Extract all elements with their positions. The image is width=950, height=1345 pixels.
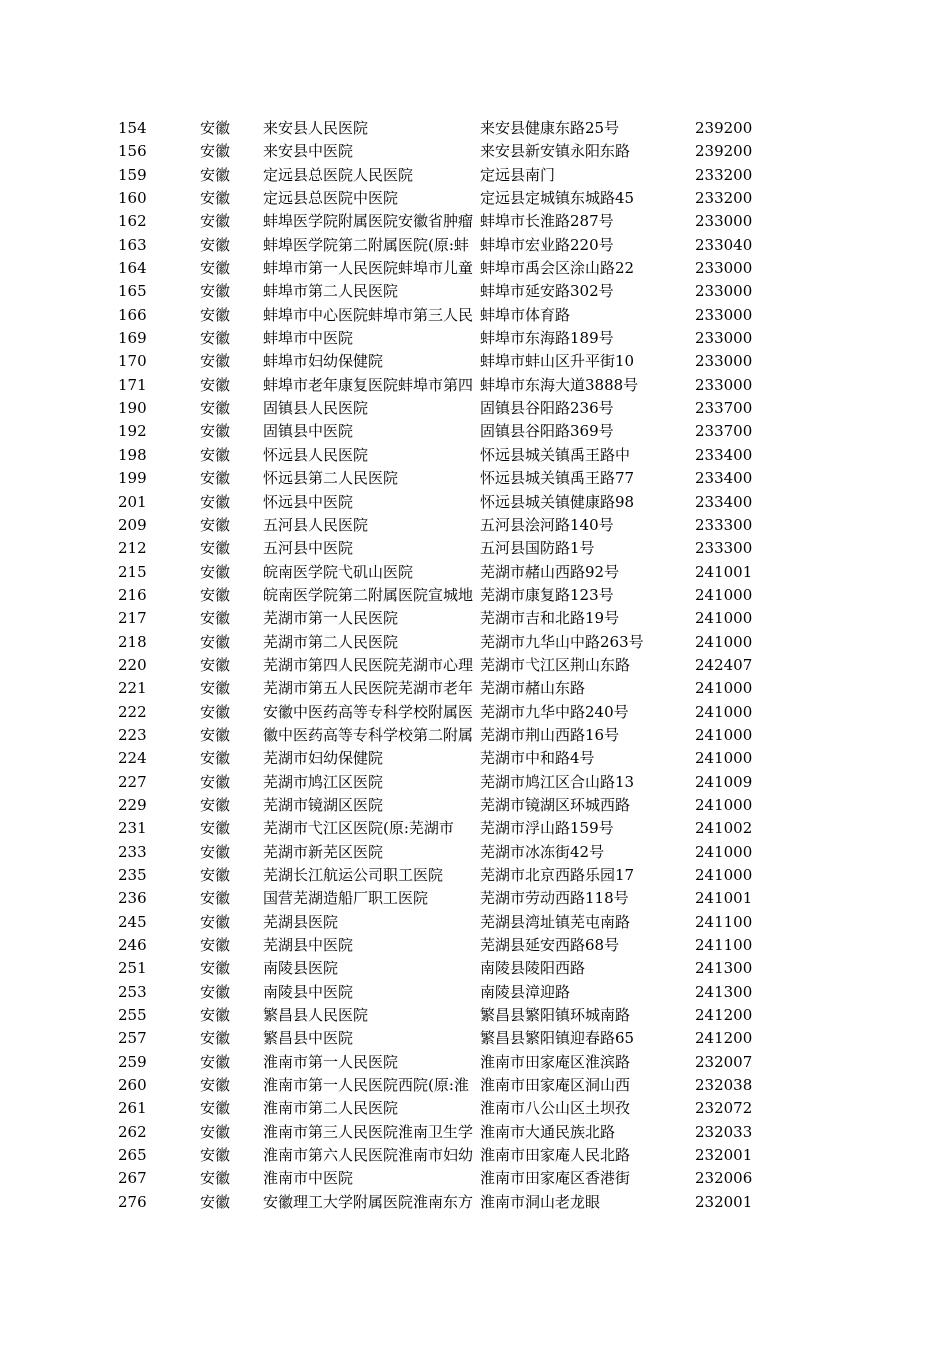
cell-id: 231 (118, 819, 147, 838)
cell-id: 162 (118, 212, 147, 231)
cell-address: 芜湖市吉和北路19号 (480, 609, 620, 628)
table-row (0, 817, 950, 840)
cell-address: 芜湖市康复路123号 (480, 585, 614, 604)
cell-address: 芜湖县延安西路68号 (480, 936, 620, 955)
cell-postal-code: 233000 (695, 352, 753, 371)
cell-province: 安徽 (200, 422, 231, 441)
cell-province: 安徽 (200, 352, 231, 371)
cell-address: 南陵县陵阳西路 (480, 959, 586, 978)
cell-province: 安徽 (200, 866, 231, 884)
cell-hospital-name: 淮南市第一人民医院西院(原:淮 (263, 1076, 469, 1095)
cell-hospital-name: 来安县中医院 (263, 142, 354, 161)
cell-address: 定远县南门 (480, 165, 556, 184)
cell-hospital-name: 安徽理工大学附属医院淮南东方 (263, 1192, 474, 1211)
cell-hospital-name: 怀远县第二人民医院 (263, 469, 399, 488)
cell-postal-code: 233700 (695, 422, 753, 441)
cell-postal-code: 233000 (695, 375, 753, 394)
cell-province: 安徽 (200, 842, 231, 861)
table-row (0, 887, 950, 910)
cell-postal-code: 241200 (695, 1029, 753, 1048)
cell-hospital-name: 怀远县中医院 (263, 492, 354, 511)
cell-province: 安徽 (200, 375, 231, 394)
cell-postal-code: 233000 (695, 212, 753, 231)
cell-id: 212 (118, 539, 147, 558)
cell-address: 淮南市洞山老龙眼 (480, 1192, 601, 1211)
cell-id: 236 (118, 889, 147, 908)
cell-postal-code: 233000 (695, 282, 753, 301)
cell-province: 安徽 (200, 795, 231, 814)
cell-province: 安徽 (200, 912, 231, 931)
cell-address: 芜湖市中和路4号 (480, 749, 595, 768)
table-row (0, 794, 950, 817)
table-row (0, 724, 950, 747)
table-row (0, 210, 950, 233)
cell-postal-code: 241002 (695, 819, 753, 838)
cell-id: 217 (118, 609, 147, 628)
table-row (0, 537, 950, 560)
table-row (0, 654, 950, 677)
cell-address: 淮南市田家庵区淮滨路 (480, 1052, 631, 1071)
cell-postal-code: 241300 (695, 959, 753, 978)
cell-address: 五河县国防路1号 (480, 539, 595, 558)
cell-id: 154 (118, 119, 147, 137)
table-row (0, 374, 950, 397)
cell-address: 蚌埠市蚌山区升平街10 (480, 352, 635, 371)
table-row (0, 934, 950, 957)
cell-province: 安徽 (200, 679, 231, 698)
cell-hospital-name: 淮南市第六人民医院淮南市妇幼 (263, 1146, 474, 1165)
cell-province: 安徽 (200, 1099, 231, 1118)
table-row (0, 234, 950, 257)
cell-hospital-name: 芜湖市妇幼保健院 (263, 749, 384, 768)
cell-id: 166 (118, 305, 147, 324)
cell-province: 安徽 (200, 655, 231, 674)
cell-province: 安徽 (200, 1076, 231, 1095)
cell-id: 190 (118, 399, 147, 418)
cell-postal-code: 233040 (695, 235, 753, 254)
cell-postal-code: 241100 (695, 912, 753, 931)
cell-hospital-name: 淮南市第二人民医院 (263, 1099, 399, 1118)
table-row (0, 257, 950, 280)
cell-province: 安徽 (200, 562, 231, 581)
cell-hospital-name: 蚌埠市中医院 (263, 329, 354, 348)
cell-province: 安徽 (200, 189, 231, 208)
cell-hospital-name: 淮南市第一人民医院 (263, 1052, 399, 1071)
cell-address: 固镇县谷阳路236号 (480, 399, 614, 418)
cell-address: 淮南市田家庵人民北路 (480, 1146, 631, 1165)
cell-postal-code: 232001 (695, 1146, 753, 1165)
table-row (0, 1144, 950, 1167)
cell-postal-code: 232038 (695, 1076, 753, 1095)
cell-postal-code: 241000 (695, 749, 753, 768)
cell-id: 163 (118, 235, 147, 254)
cell-province: 安徽 (200, 725, 231, 744)
cell-postal-code: 233300 (695, 539, 753, 558)
cell-address: 定远县定城镇东城路45 (480, 189, 635, 208)
table-row (0, 397, 950, 420)
cell-province: 安徽 (200, 515, 231, 534)
cell-address: 芜湖市荆山西路16号 (480, 725, 620, 744)
cell-address: 芜湖市劳动西路118号 (480, 889, 629, 908)
cell-province: 安徽 (200, 492, 231, 511)
cell-hospital-name: 繁昌县人民医院 (263, 1006, 369, 1025)
cell-id: 255 (118, 1006, 147, 1025)
cell-province: 安徽 (200, 632, 231, 651)
cell-hospital-name: 固镇县人民医院 (263, 399, 369, 418)
table-row (0, 117, 950, 140)
cell-address: 淮南市八公山区土坝孜 (480, 1099, 631, 1118)
cell-postal-code: 242407 (695, 655, 753, 674)
cell-id: 170 (118, 352, 147, 371)
cell-id: 215 (118, 562, 147, 581)
cell-address: 来安县新安镇永阳东路 (480, 142, 631, 161)
cell-postal-code: 241009 (695, 772, 753, 791)
table-row (0, 304, 950, 327)
cell-province: 安徽 (200, 819, 231, 838)
table-row (0, 420, 950, 443)
cell-hospital-name: 皖南医学院弋矶山医院 (263, 562, 414, 581)
cell-province: 安徽 (200, 1006, 231, 1025)
cell-address: 南陵县漳迎路 (480, 982, 571, 1001)
cell-province: 安徽 (200, 982, 231, 1001)
cell-postal-code: 241000 (695, 725, 753, 744)
table-row (0, 631, 950, 654)
cell-hospital-name: 蚌埠医学院附属医院安徽省肿瘤 (263, 212, 474, 231)
cell-postal-code: 241000 (695, 795, 753, 814)
cell-address: 芜湖市冰冻街42号 (480, 842, 605, 861)
cell-province: 安徽 (200, 749, 231, 768)
table-row (0, 584, 950, 607)
table-row (0, 1004, 950, 1027)
table-row (0, 747, 950, 770)
cell-postal-code: 241200 (695, 1006, 753, 1025)
cell-id: 245 (118, 912, 147, 931)
cell-hospital-name: 蚌埠市中心医院蚌埠市第三人民 (263, 305, 474, 324)
cell-province: 安徽 (200, 889, 231, 908)
cell-province: 安徽 (200, 469, 231, 488)
table-row (0, 841, 950, 864)
spreadsheet-table (0, 117, 950, 1214)
cell-hospital-name: 芜湖市第五人民医院芜湖市老年 (263, 679, 474, 698)
cell-address: 蚌埠市禹会区涂山路22 (480, 259, 635, 278)
cell-postal-code: 233300 (695, 515, 753, 534)
cell-province: 安徽 (200, 772, 231, 791)
cell-address: 芜湖市北京西路乐园17 (480, 866, 635, 884)
cell-postal-code: 241001 (695, 562, 753, 581)
cell-hospital-name: 芜湖长江航运公司职工医院 (263, 866, 444, 884)
cell-province: 安徽 (200, 702, 231, 721)
cell-hospital-name: 怀远县人民医院 (263, 445, 369, 464)
cell-postal-code: 233200 (695, 189, 753, 208)
cell-postal-code: 233000 (695, 305, 753, 324)
cell-hospital-name: 芜湖市鸠江区医院 (263, 772, 384, 791)
table-row (0, 140, 950, 163)
cell-address: 芜湖市鸠江区合山路13 (480, 772, 635, 791)
cell-province: 安徽 (200, 1169, 231, 1188)
table-row (0, 1167, 950, 1190)
cell-province: 安徽 (200, 1122, 231, 1141)
cell-postal-code: 241000 (695, 702, 753, 721)
cell-address: 淮南市田家庵区洞山西 (480, 1076, 631, 1095)
cell-id: 160 (118, 189, 147, 208)
table-row (0, 327, 950, 350)
cell-address: 繁昌县繁阳镇环城南路 (480, 1006, 631, 1025)
cell-id: 216 (118, 585, 147, 604)
cell-province: 安徽 (200, 959, 231, 978)
table-row (0, 350, 950, 373)
cell-hospital-name: 繁昌县中医院 (263, 1029, 354, 1048)
cell-hospital-name: 南陵县医院 (263, 959, 339, 978)
cell-province: 安徽 (200, 329, 231, 348)
table-row (0, 1074, 950, 1097)
table-row (0, 187, 950, 210)
cell-hospital-name: 芜湖市新芜区医院 (263, 842, 384, 861)
cell-postal-code: 239200 (695, 119, 753, 137)
table-row (0, 911, 950, 934)
cell-postal-code: 241000 (695, 679, 753, 698)
cell-postal-code: 239200 (695, 142, 753, 161)
cell-province: 安徽 (200, 1029, 231, 1048)
table-row (0, 701, 950, 724)
table-row (0, 957, 950, 980)
table-row (0, 1097, 950, 1120)
cell-postal-code: 233700 (695, 399, 753, 418)
cell-address: 芜湖县湾址镇芜屯南路 (480, 912, 631, 931)
cell-hospital-name: 五河县中医院 (263, 539, 354, 558)
cell-province: 安徽 (200, 142, 231, 161)
cell-id: 169 (118, 329, 147, 348)
cell-id: 192 (118, 422, 147, 441)
table-row (0, 864, 950, 887)
table-row (0, 677, 950, 700)
cell-province: 安徽 (200, 1052, 231, 1071)
cell-province: 安徽 (200, 282, 231, 301)
cell-province: 安徽 (200, 165, 231, 184)
cell-hospital-name: 芜湖市第一人民医院 (263, 609, 399, 628)
cell-province: 安徽 (200, 539, 231, 558)
cell-province: 安徽 (200, 1192, 231, 1211)
cell-address: 蚌埠市东海大道3888号 (480, 375, 639, 394)
cell-address: 芜湖市弋江区荆山东路 (480, 655, 631, 674)
table-row (0, 981, 950, 1004)
table-row (0, 561, 950, 584)
cell-address: 淮南市田家庵区香港街 (480, 1169, 631, 1188)
cell-postal-code: 241000 (695, 842, 753, 861)
cell-address: 繁昌县繁阳镇迎春路65 (480, 1029, 635, 1048)
cell-address: 蚌埠市东海路189号 (480, 329, 614, 348)
cell-id: 159 (118, 165, 147, 184)
cell-province: 安徽 (200, 585, 231, 604)
cell-hospital-name: 淮南市中医院 (263, 1169, 354, 1188)
table-row (0, 1027, 950, 1050)
cell-address: 蚌埠市延安路302号 (480, 282, 614, 301)
cell-id: 267 (118, 1169, 147, 1188)
cell-hospital-name: 芜湖市第四人民医院芜湖市心理 (263, 655, 474, 674)
cell-id: 260 (118, 1076, 147, 1095)
cell-id: 253 (118, 982, 147, 1001)
cell-postal-code: 233000 (695, 259, 753, 278)
cell-id: 198 (118, 445, 147, 464)
cell-hospital-name: 安徽中医药高等专科学校附属医 (263, 702, 474, 721)
cell-address: 芜湖市九华中路240号 (480, 702, 629, 721)
cell-address: 蚌埠市体育路 (480, 305, 571, 324)
cell-hospital-name: 蚌埠市老年康复医院蚌埠市第四 (263, 375, 474, 394)
cell-hospital-name: 五河县人民医院 (263, 515, 369, 534)
cell-address: 怀远县城关镇禹王路中 (480, 445, 631, 464)
cell-hospital-name: 国营芜湖造船厂职工医院 (263, 889, 429, 908)
cell-postal-code: 232033 (695, 1122, 753, 1141)
cell-id: 262 (118, 1122, 147, 1141)
cell-id: 223 (118, 725, 147, 744)
cell-postal-code: 233400 (695, 445, 753, 464)
cell-address: 芜湖市赭山东路 (480, 679, 586, 698)
cell-id: 261 (118, 1099, 147, 1118)
cell-address: 怀远县城关镇健康路98 (480, 492, 635, 511)
cell-id: 201 (118, 492, 147, 511)
cell-postal-code: 241000 (695, 632, 753, 651)
cell-hospital-name: 芜湖县医院 (263, 912, 339, 931)
cell-province: 安徽 (200, 305, 231, 324)
cell-address: 芜湖市赭山西路92号 (480, 562, 620, 581)
table-row (0, 491, 950, 514)
cell-hospital-name: 南陵县中医院 (263, 982, 354, 1001)
table-row (0, 164, 950, 187)
cell-province: 安徽 (200, 212, 231, 231)
cell-hospital-name: 芜湖市镜湖区医院 (263, 795, 384, 814)
cell-province: 安徽 (200, 399, 231, 418)
cell-id: 164 (118, 259, 147, 278)
table-row (0, 1191, 950, 1214)
cell-postal-code: 241300 (695, 982, 753, 1001)
cell-province: 安徽 (200, 609, 231, 628)
cell-hospital-name: 来安县人民医院 (263, 119, 369, 137)
cell-hospital-name: 芜湖县中医院 (263, 936, 354, 955)
table-row (0, 1051, 950, 1074)
cell-address: 芜湖市浮山路159号 (480, 819, 614, 838)
cell-postal-code: 233400 (695, 469, 753, 488)
cell-hospital-name: 定远县总医院人民医院 (263, 165, 414, 184)
cell-id: 171 (118, 375, 147, 394)
table-row (0, 280, 950, 303)
cell-postal-code: 232072 (695, 1099, 753, 1118)
cell-postal-code: 232001 (695, 1192, 753, 1211)
cell-province: 安徽 (200, 259, 231, 278)
table-row (0, 607, 950, 630)
table-row (0, 444, 950, 467)
cell-hospital-name: 定远县总医院中医院 (263, 189, 399, 208)
cell-id: 218 (118, 632, 147, 651)
table-row (0, 1121, 950, 1144)
cell-province: 安徽 (200, 1146, 231, 1165)
cell-id: 224 (118, 749, 147, 768)
cell-id: 156 (118, 142, 147, 161)
cell-id: 229 (118, 795, 147, 814)
cell-hospital-name: 蚌埠医学院第二附属医院(原:蚌 (263, 235, 469, 254)
cell-address: 淮南市大通民族北路 (480, 1122, 616, 1141)
cell-address: 来安县健康东路25号 (480, 119, 620, 137)
cell-address: 蚌埠市长淮路287号 (480, 212, 614, 231)
cell-postal-code: 233200 (695, 165, 753, 184)
cell-province: 安徽 (200, 445, 231, 464)
cell-id: 276 (118, 1192, 147, 1211)
cell-hospital-name: 蚌埠市妇幼保健院 (263, 352, 384, 371)
cell-hospital-name: 芜湖市弋江区医院(原:芜湖市 (263, 819, 454, 838)
cell-province: 安徽 (200, 235, 231, 254)
cell-address: 蚌埠市宏业路220号 (480, 235, 614, 254)
cell-province: 安徽 (200, 936, 231, 955)
cell-postal-code: 233400 (695, 492, 753, 511)
cell-hospital-name: 蚌埠市第二人民医院 (263, 282, 399, 301)
cell-postal-code: 241001 (695, 889, 753, 908)
cell-id: 257 (118, 1029, 147, 1048)
cell-id: 209 (118, 515, 147, 534)
cell-id: 220 (118, 655, 147, 674)
cell-id: 259 (118, 1052, 147, 1071)
cell-id: 165 (118, 282, 147, 301)
cell-id: 199 (118, 469, 147, 488)
cell-hospital-name: 芜湖市第二人民医院 (263, 632, 399, 651)
cell-province: 安徽 (200, 119, 231, 137)
cell-id: 227 (118, 772, 147, 791)
cell-postal-code: 232007 (695, 1052, 753, 1071)
cell-hospital-name: 皖南医学院第二附属医院宣城地 (263, 585, 474, 604)
cell-address: 固镇县谷阳路369号 (480, 422, 614, 441)
cell-address: 芜湖市镜湖区环城西路 (480, 795, 631, 814)
cell-id: 251 (118, 959, 147, 978)
cell-hospital-name: 淮南市第三人民医院淮南卫生学 (263, 1122, 474, 1141)
cell-id: 246 (118, 936, 147, 955)
cell-id: 235 (118, 866, 147, 884)
cell-address: 芜湖市九华山中路263号 (480, 632, 644, 651)
cell-postal-code: 232006 (695, 1169, 753, 1188)
table-row (0, 514, 950, 537)
cell-postal-code: 241000 (695, 866, 753, 884)
cell-id: 222 (118, 702, 147, 721)
cell-postal-code: 241000 (695, 585, 753, 604)
cell-hospital-name: 固镇县中医院 (263, 422, 354, 441)
cell-id: 221 (118, 679, 147, 698)
cell-address: 五河县浍河路140号 (480, 515, 614, 534)
table-row (0, 467, 950, 490)
cell-hospital-name: 徽中医药高等专科学校第二附属 (263, 725, 474, 744)
cell-hospital-name: 蚌埠市第一人民医院蚌埠市儿童 (263, 259, 474, 278)
cell-postal-code: 233000 (695, 329, 753, 348)
cell-address: 怀远县城关镇禹王路77 (480, 469, 635, 488)
cell-postal-code: 241000 (695, 609, 753, 628)
cell-id: 233 (118, 842, 147, 861)
table-row (0, 771, 950, 794)
cell-postal-code: 241100 (695, 936, 753, 955)
cell-id: 265 (118, 1146, 147, 1165)
